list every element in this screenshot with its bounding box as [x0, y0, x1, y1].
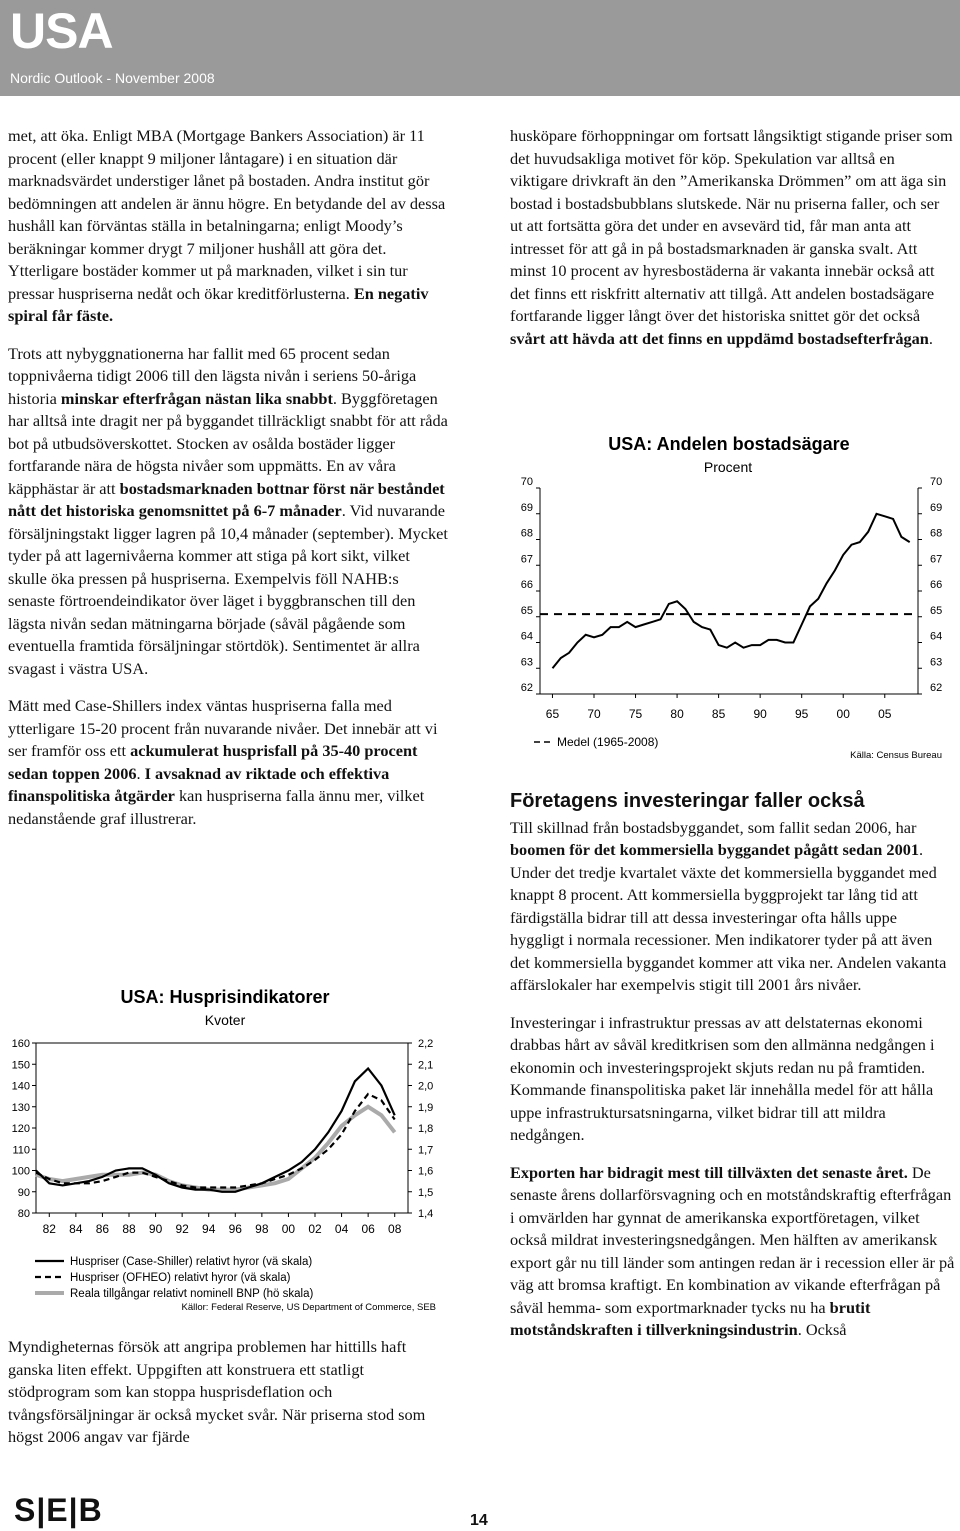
page-number: 14 [470, 1512, 488, 1529]
x-tick-label: 90 [753, 707, 767, 721]
chart-subtitle: Kvoter [204, 1012, 246, 1028]
paragraph [510, 1012, 955, 1147]
bold-text: bostadsmarknaden bottnar först när beståndet nått det historiska genomsnittet på 6-7 månader [8, 478, 445, 520]
y-tick-label: 100 [11, 1165, 30, 1178]
y-right-tick-label: 65 [930, 604, 943, 617]
y-right-tick-label: 64 [930, 630, 943, 643]
x-tick-label: 80 [670, 707, 684, 721]
chart-lines [540, 514, 918, 669]
chart-title: USA: Husprisindikatorer [120, 987, 330, 1007]
page-header [0, 0, 960, 96]
x-tick-label: 70 [587, 707, 601, 721]
bold-text: brutit motståndskraften i tillverkningsindustrin [510, 1297, 871, 1339]
series-line-1 [36, 1094, 395, 1188]
series-line-2 [36, 1107, 395, 1190]
chart-lines [36, 1069, 395, 1192]
y-tick-label: 63 [520, 656, 533, 669]
x-tick-label: 90 [148, 1222, 163, 1236]
bold-text: I avsaknad av riktade och effektiva finanspolitiska åtgärder [8, 763, 390, 805]
y-right-tick-label: 68 [930, 527, 943, 540]
x-tick-label: 88 [122, 1222, 136, 1236]
chart-source: Källa: Census Bureau [850, 750, 942, 761]
text-run: Trots att nybyggnationerna har fallit med 65 procent sedan toppnivåerna tidigt 2006 till den lägsta nivån i seriens 50-åriga historia [8, 343, 417, 408]
section-heading: Företagens investeringar faller också [510, 790, 865, 812]
paragraph [8, 125, 448, 328]
legend-label: Huspriser (Case-Shiller) relativt hyror (vä skala) [70, 1256, 313, 1268]
y-right-tick-label: 62 [930, 682, 943, 694]
x-tick-label: 65 [545, 707, 560, 721]
y-tick-label: 160 [11, 1038, 30, 1050]
x-tick-label: 05 [878, 707, 892, 721]
x-tick-label: 04 [334, 1222, 349, 1236]
y-right-tick-label: 1,4 [418, 1208, 434, 1220]
bold-text: svårt att hävda att det finns en uppdämd bostadsefterfrågan [510, 328, 929, 348]
legend-label: Huspriser (OFHEO) relativt hyror (vä skala) [70, 1272, 291, 1284]
y-tick-label: 67 [520, 553, 533, 566]
y-tick-label: 150 [11, 1059, 30, 1072]
x-tick-label: 92 [175, 1222, 189, 1236]
y-tick-label: 90 [17, 1186, 30, 1199]
text-run: . Byggföretagen har alltså inte dragit ner på byggandet tillräckligt snabbt för att råda bot på utbudsöverskottet. Stocken av osålda bostäder ligger fortfarande nära de högsta nivåer som uppmätts. En av våra käpphästar är att [8, 388, 448, 498]
x-tick-label: 84 [69, 1222, 83, 1236]
x-tick-label: 06 [361, 1222, 375, 1236]
text-run: Mätt med Case-Shillers index väntas huspriserna falla med ytterligare 15-20 procent från nuvarande nivåer. Det innebär att vi ser framför oss ett [8, 696, 438, 760]
text-run: . [136, 763, 145, 783]
x-tick-label: 82 [42, 1222, 56, 1236]
x-tick-label: 94 [202, 1222, 216, 1236]
chart-title: USA: Andelen bostadsägare [608, 434, 850, 454]
chart-bostadsagare [500, 420, 960, 770]
legend-label: Medel (1965-2008) [557, 735, 659, 749]
y-tick-label: 80 [17, 1208, 30, 1220]
text-run: Myndigheternas försök att angripa problemen har hittills haft ganska liten effekt. Uppgiften att konstruera ett statligt stödprogram som kan stoppa husprisdeflation och tvångsförsäljningar är också mycket svår. När priserna stod som högst 2006 angav var fjärde [8, 1337, 426, 1446]
x-tick-label: 00 [836, 707, 850, 721]
text-run: De senaste årens dollarförsvagning och en motståndskraftig efterfrågan i omvärlden har gynnat de amerikanska exportföretagen, vilket också mildrat investeringsnedgången. Men hälften av amerikansk export går nu till länder som antingen redan är i recession eller är på väg att bromsa kraftigt. En kombination av vikande efterfrågan på såväl hemma- som exportmarknader tycks nu ha [510, 1162, 955, 1317]
x-tick-label: 75 [628, 707, 643, 721]
y-tick-label: 69 [520, 501, 533, 514]
chart-subtitle: Procent [703, 459, 753, 475]
series-line-ownership [553, 514, 910, 669]
right-column-bottom [510, 790, 955, 1357]
text-run: . [928, 328, 933, 348]
paragraph [510, 1162, 955, 1342]
chart-legend [534, 735, 658, 749]
y-right-tick-label: 1,8 [418, 1123, 434, 1135]
y-tick-label: 68 [520, 527, 533, 540]
text-run: husköpare förhoppningar om fortsatt långsiktigt stigande priser som det huvudsakliga motivet för köp. Spekulation var alltså en viktigare drivkraft än den ”Amerikanska Drömmen” om att äga sin bostad i bostadsbubblans slutskede. När nu priserna faller, och ser ut att fortsätta göra det under en avsevärd tid, får man anta att intresset för att gå in på bostadsmarknaden är ganska svalt. Att minst 10 procent av hyresbostäderna är vakanta innebär också att det finns ett riskfritt alternativ att tillgå. Att andelen bostadsägare fortfarande ligger långt över det historiska snittet gör det också [510, 126, 953, 325]
paragraph [510, 125, 955, 350]
y-right-tick-label: 1,6 [418, 1165, 434, 1178]
paragraph [510, 817, 955, 997]
legend-label: Reala tillgångar relativt nominell BNP (hö skala) [70, 1288, 314, 1300]
x-tick-label: 02 [308, 1222, 322, 1236]
y-right-tick-label: 66 [930, 579, 943, 591]
x-tick-label: 98 [255, 1222, 269, 1236]
series-line-0 [36, 1069, 395, 1192]
chart-source: Källor: Federal Reserve, US Department of Commerce, SEB [181, 1302, 436, 1313]
chart-legend [35, 1256, 313, 1300]
bold-text: En negativ spiral får fäste. [8, 283, 429, 325]
text-run: Till skillnad från bostadsbyggandet, som fallit sedan 2006, har [510, 817, 917, 837]
y-right-tick-label: 70 [930, 476, 943, 488]
y-right-tick-label: 2,0 [418, 1080, 434, 1093]
y-right-tick-label: 1,7 [418, 1144, 434, 1157]
y-right-tick-label: 2,2 [418, 1038, 434, 1050]
bold-text: minskar efterfrågan nästan lika snabbt [60, 388, 333, 408]
seb-logo: S|E|B [14, 1492, 103, 1528]
left-column-bottom [8, 1336, 448, 1464]
paragraph [8, 1336, 448, 1449]
y-right-tick-label: 63 [930, 656, 943, 669]
y-tick-label: 140 [11, 1080, 30, 1093]
y-right-tick-label: 1,5 [418, 1186, 434, 1199]
text-run: kan huspriserna falla ännu mer, vilket nedanstående graf illustrerar. [8, 786, 425, 828]
x-tick-label: 85 [711, 707, 726, 721]
y-tick-label: 66 [520, 579, 533, 591]
chart-huspris [0, 965, 450, 1320]
text-run: . Vid nuvarande försäljningstakt ligger lagren på 10,4 månader (september). Mycket tyder på att lagernivåerna kommer att stiga på kort sikt, vilket skulle öka pressen på huspriserna. Exempelvis föll NAHB:s senaste förtroendeindikator över läget i byggbranschen till den lägsta nivån sedan mätningarna började (såväl pågående som eventuella framtida försäljningar störtdök). Sentimentet är allra svagast i västra USA. [8, 501, 448, 678]
y-tick-label: 65 [520, 604, 533, 617]
bold-text: ackumulerat husprisfall på 35-40 procent sedan toppen 2006 [8, 741, 418, 783]
y-right-tick-label: 1,9 [418, 1101, 434, 1114]
y-right-tick-label: 69 [930, 501, 943, 514]
text-run: met, att öka. Enligt MBA (Mortgage Bankers Association) är 11 procent (eller knappt 9 miljoner låntagare) i en situation där marknadsvärdet understiger lånet på bostaden. Andra institut gör bedömningen att andelen är ännu högre. En betydande del av dessa hushåll kan förväntas ställa in betalningarna; enligt Moody’s beräkningar kommer drygt 7 miljoner hushåll att göra det. Ytterligare bostäder kommer ut på marknaden, vilket i sin tur pressar huspriserna nedåt och ökar kreditförlusterna. [8, 126, 446, 303]
paragraph [8, 695, 448, 830]
x-tick-label: 96 [228, 1222, 242, 1236]
bold-text: boomen för det kommersiella byggandet pågått sedan 2001 [510, 840, 919, 859]
text-run: Investeringar i infrastruktur pressas av att delstaternas ekonomi drabbas hårt av såväl kreditkrisen som den allmänna nedgången i ekonomin och investeringsprojekt skjuts redan nu på framtiden. Kommande finanspolitiska paket lär innehålla medel för att hålla uppe infrastruktursatsningarna, vilket bidrar till att mildra nedgången. [510, 1012, 935, 1144]
paragraph [8, 343, 448, 681]
chart-axes [12, 1038, 434, 1236]
y-tick-label: 130 [11, 1101, 30, 1114]
y-tick-label: 110 [12, 1144, 30, 1157]
right-column-top [510, 125, 955, 365]
y-tick-label: 62 [520, 682, 533, 694]
y-right-tick-label: 67 [930, 553, 943, 566]
text-run: . Också [797, 1320, 847, 1339]
y-right-tick-label: 2,1 [418, 1059, 434, 1072]
section-title: USA [10, 3, 113, 59]
publication-subtitle: Nordic Outlook - November 2008 [10, 70, 215, 86]
bold-text: Exporten har bidragit mest till tillväxten det senaste året. [510, 1162, 908, 1182]
text-run: . Under det tredje kvartalet växte det kommersiella byggandet med knappt 8 procent. Att kommersiella byggprojekt tar lång tid att färdigställa bidrar till att dessa investeringar ofta hålls uppe hyggligt i normala recessioner. Men indikatorer tyder på att även det kommersiella byggandet kommer att vika ner. Andelen vakanta affärslokaler har exempelvis stigit till 2001 års nivåer. [510, 840, 947, 994]
x-tick-label: 08 [388, 1222, 402, 1236]
y-tick-label: 120 [11, 1123, 30, 1135]
x-tick-label: 00 [281, 1222, 296, 1236]
y-tick-label: 64 [520, 630, 533, 643]
left-column [8, 125, 448, 845]
chart-axes [521, 476, 943, 721]
x-tick-label: 95 [795, 707, 809, 721]
y-tick-label: 70 [520, 476, 533, 488]
x-tick-label: 86 [95, 1222, 110, 1236]
